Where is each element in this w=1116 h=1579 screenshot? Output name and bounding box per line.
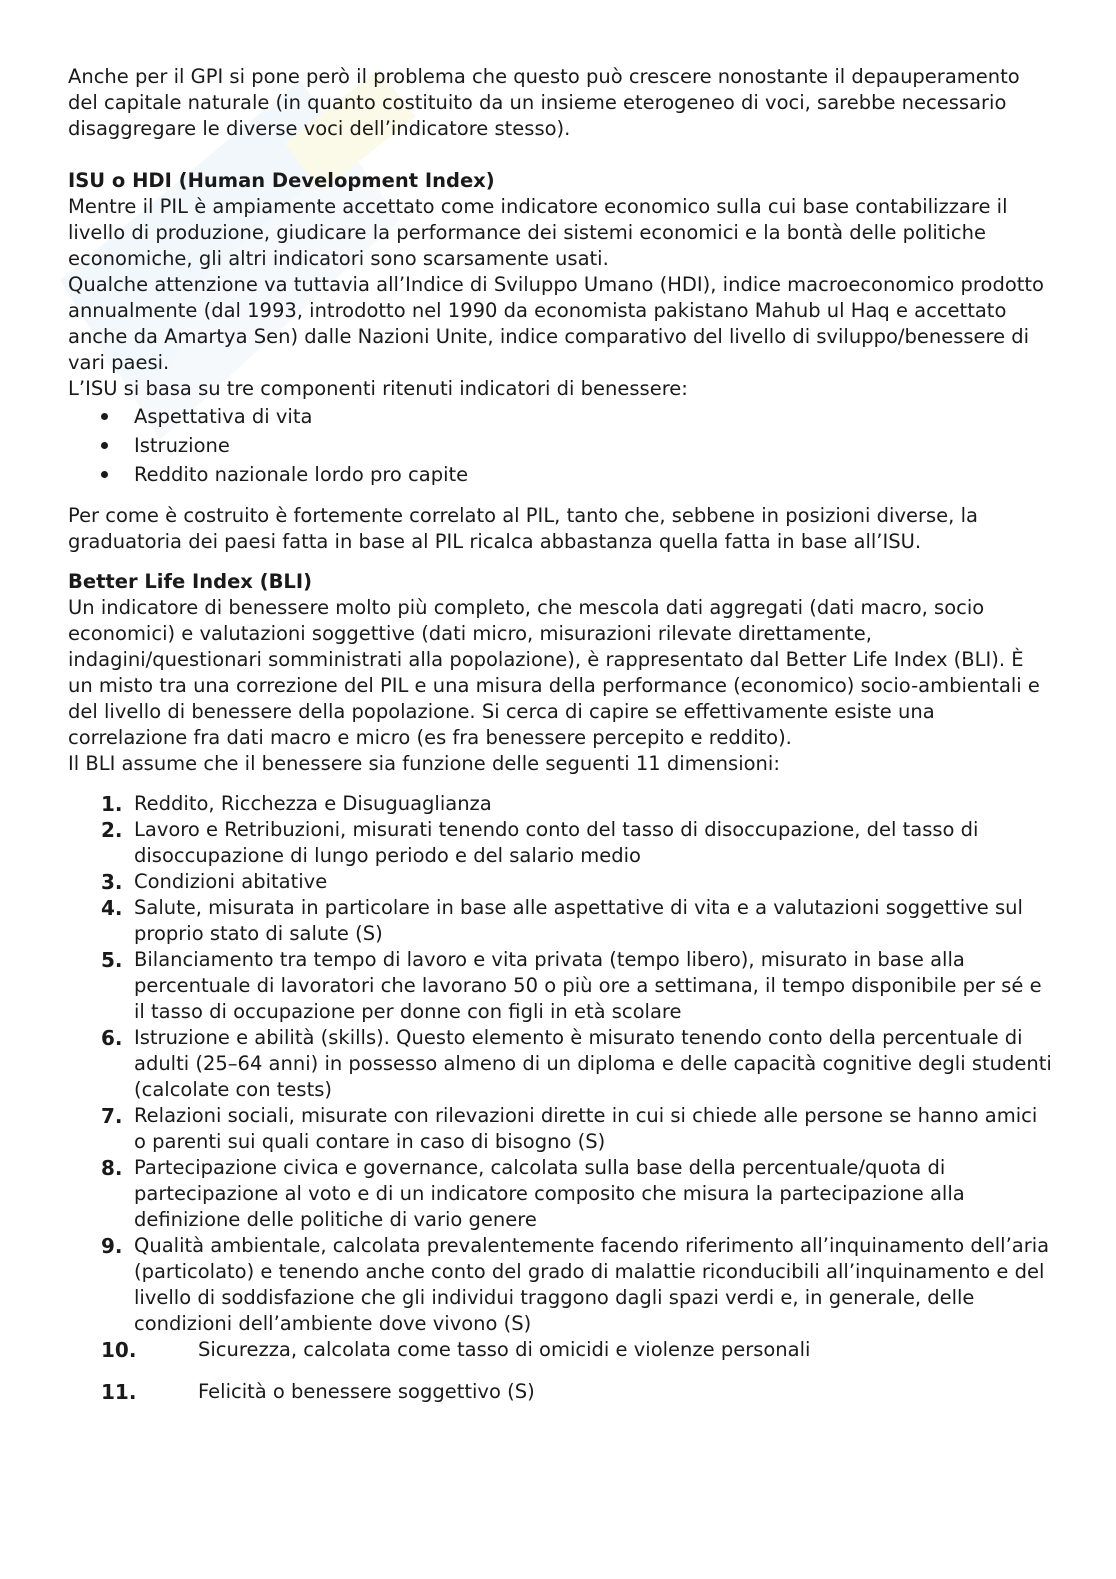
list-item: 1. Reddito, Ricchezza e Disuguaglianza [101,792,492,816]
isu-paragraph-2: Qualche attenzione va tuttavia all’Indice di Sviluppo Umano (HDI), indice macroeconomico prodotto annualmente (dal 1993, introdotto nel 1990 da economista pakistano Mahub ul Haq e accettato anche da Amartya Sen) dalle Nazioni Unite, indice comparativo del livello di sviluppo/benessere di vari paesi. [68,273,1044,374]
intro-paragraph: Anche per il GPI si pone però il problema che questo può crescere nonostante il depauperamento del capitale naturale (in quanto costituito da un insieme eterogeneo di voci, sarebbe necessario disaggregare le diverse voci dell’indicatore stesso). [68,65,1020,140]
isu-bullet-list [68,402,1053,489]
list-item: 2. Lavoro e Retribuzioni, misurati tenendo conto del tasso di disoccupazione, del tasso di disoccupazione di lungo periodo e del salario medio [101,818,979,867]
list-item: Istruzione [68,431,1053,460]
isu-paragraph-4: Per come è costruito è fortemente correlato al PIL, tanto che, sebbene in posizioni diverse, la graduatoria dei paesi fatta in base al PIL ricalca abbastanza quella fatta in base all’ISU. [68,504,978,553]
list-item: 8. Partecipazione civica e governance, calcolata sulla base della percentuale/quota di partecipazione al voto e di un indicatore composito che misura la partecipazione alla definizione delle politiche di vario genere [101,1156,965,1231]
bli-paragraph-2: Il BLI assume che il benessere sia funzione delle seguenti 11 dimensioni: [68,752,780,775]
list-item: Aspettativa di vita [68,402,1053,431]
bli-dimension-list [68,791,1053,1405]
list-item: Reddito nazionale lordo pro capite [68,460,1053,489]
bullet-icon [101,471,108,478]
bullet-icon [101,413,108,420]
list-item: 7. Relazioni sociali, misurate con rilevazioni dirette in cui si chiede alle persone se hanno amici o parenti sui quali contare in caso di bisogno (S) [101,1104,1038,1153]
isu-paragraph-3: L’ISU si basa su tre componenti ritenuti indicatori di benessere: [68,377,688,400]
bullet-icon [101,442,108,449]
isu-heading: ISU o HDI (Human Development Index) [68,169,495,192]
list-item: 10. Sicurezza, calcolata come tasso di omicidi e violenze personali [101,1338,811,1362]
list-item: 3. Condizioni abitative [101,870,328,894]
list-item: 11. Felicità o benessere soggettivo (S) [101,1380,535,1404]
list-item: 4. Salute, misurata in particolare in base alle aspettative di vita e a valutazioni soggettive sul proprio stato di salute (S) [101,896,1023,945]
bli-paragraph-1: Un indicatore di benessere molto più completo, che mescola dati aggregati (dati macro, socio economici) e valutazioni soggettive (dati micro, misurazioni rilevate direttamente, indagini/questionari somministrati alla popolazione), è rappresentato dal Better Life Index (BLI). È un misto tra una correzione del PIL e una misura della performance (economico) socio-ambientali e del livello di benessere della popolazione. Si cerca di capire se effettivamente esiste una correlazione fra dati macro e micro (es fra benessere percepito e reddito). [68,596,1040,749]
list-item: 9. Qualità ambientale, calcolata prevalentemente facendo riferimento all’inquinamento dell’aria (particolato) e tenendo anche conto del grado di malattie riconducibili all’inquinamento e del livello di soddisfazione che gli individui traggono dagli spazi verdi e, in generale, delle condizioni dell’ambiente dove vivono (S) [101,1234,1050,1335]
isu-paragraph-1: Mentre il PIL è ampiamente accettato come indicatore economico sulla cui base contabilizzare il livello di produzione, giudicare la performance dei sistemi economici e la bontà delle politiche economiche, gli altri indicatori sono scarsamente usati. [68,195,1008,270]
document-page [68,64,1053,1405]
list-item: 5. Bilanciamento tra tempo di lavoro e vita privata (tempo libero), misurato in base alla percentuale di lavoratori che lavorano 50 o più ore a settimana, il tempo disponibile per sé e il tasso di occupazione per donne con figli in età scolare [101,948,1042,1023]
bli-heading: Better Life Index (BLI) [68,570,313,593]
list-item: 6. Istruzione e abilità (skills). Questo elemento è misurato tenendo conto della percentuale di adulti (25–64 anni) in possesso almeno di un diploma e delle capacità cognitive degli studenti (calcolate con tests) [101,1026,1052,1101]
